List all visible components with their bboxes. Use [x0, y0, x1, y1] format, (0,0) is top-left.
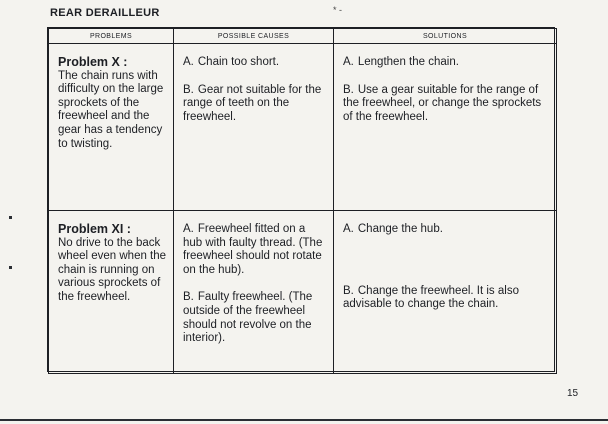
problem-title: Problem X :: [58, 55, 128, 69]
solution-entry: [343, 285, 550, 312]
solution-text: Change the hub.: [357, 223, 443, 235]
solution-letter: B.: [343, 284, 354, 297]
solution-entry: [343, 56, 550, 70]
cause-entry: [183, 223, 327, 277]
problem-description: The chain runs with difficulty on the large sprockets of the freewheel and the gear has a tendency to twisting.: [58, 69, 164, 150]
cause-letter: B.: [183, 291, 194, 304]
print-mark: * -: [333, 5, 342, 15]
table-header-row: [49, 29, 557, 44]
cause-text: Chain too short.: [197, 56, 280, 68]
solution-entry: [343, 223, 550, 237]
table-row: [49, 211, 557, 374]
solution-text: Lengthen the chain.: [357, 56, 459, 68]
cause-text: Freewheel fitted on a hub with faulty thread. (The freewheel should not rotate on the hub).: [183, 223, 323, 276]
column-header-problems: PROBLEMS: [49, 29, 174, 44]
causes-cell: [174, 211, 334, 374]
solutions-cell: [334, 44, 557, 211]
problem-cell: [49, 211, 174, 374]
solution-letter: A.: [343, 56, 354, 68]
cause-entry: [183, 56, 327, 70]
cause-text: Faulty freewheel. (The outside of the freewheel should not revolve on the interior).: [183, 291, 313, 345]
column-header-causes: POSSIBLE CAUSES: [174, 29, 334, 44]
cause-letter: B.: [183, 83, 194, 96]
troubleshooting-table: [47, 27, 555, 372]
causes-cell: [174, 44, 334, 211]
solution-text: Use a gear suitable for the range of the freewheel, or change the sprockets of the freewheel.: [343, 83, 542, 123]
solution-letter: A.: [343, 223, 354, 235]
page-bottom-edge: [0, 419, 608, 421]
table-row: [49, 44, 557, 211]
margin-mark: [9, 216, 12, 219]
page-number: 15: [567, 388, 579, 399]
column-header-solutions: SOLUTIONS: [334, 29, 557, 44]
cause-text: Gear not suitable for the range of teeth on the freewheel.: [183, 83, 322, 123]
problem-title: Problem XI :: [58, 222, 131, 236]
margin-mark: [9, 266, 12, 269]
cause-entry: [183, 84, 327, 125]
problem-cell: [49, 44, 174, 211]
problem-description: No drive to the back wheel even when the chain is running on various sprockets of the freewheel.: [58, 236, 167, 303]
page-title: REAR DERAILLEUR: [50, 7, 160, 19]
solutions-cell: [334, 211, 557, 374]
solution-entry: [343, 84, 550, 125]
cause-letter: A.: [183, 56, 194, 68]
solution-text: Change the freewheel. It is also advisable to change the chain.: [343, 284, 519, 311]
solution-letter: B.: [343, 83, 354, 96]
cause-letter: A.: [183, 223, 194, 235]
cause-entry: [183, 291, 327, 345]
